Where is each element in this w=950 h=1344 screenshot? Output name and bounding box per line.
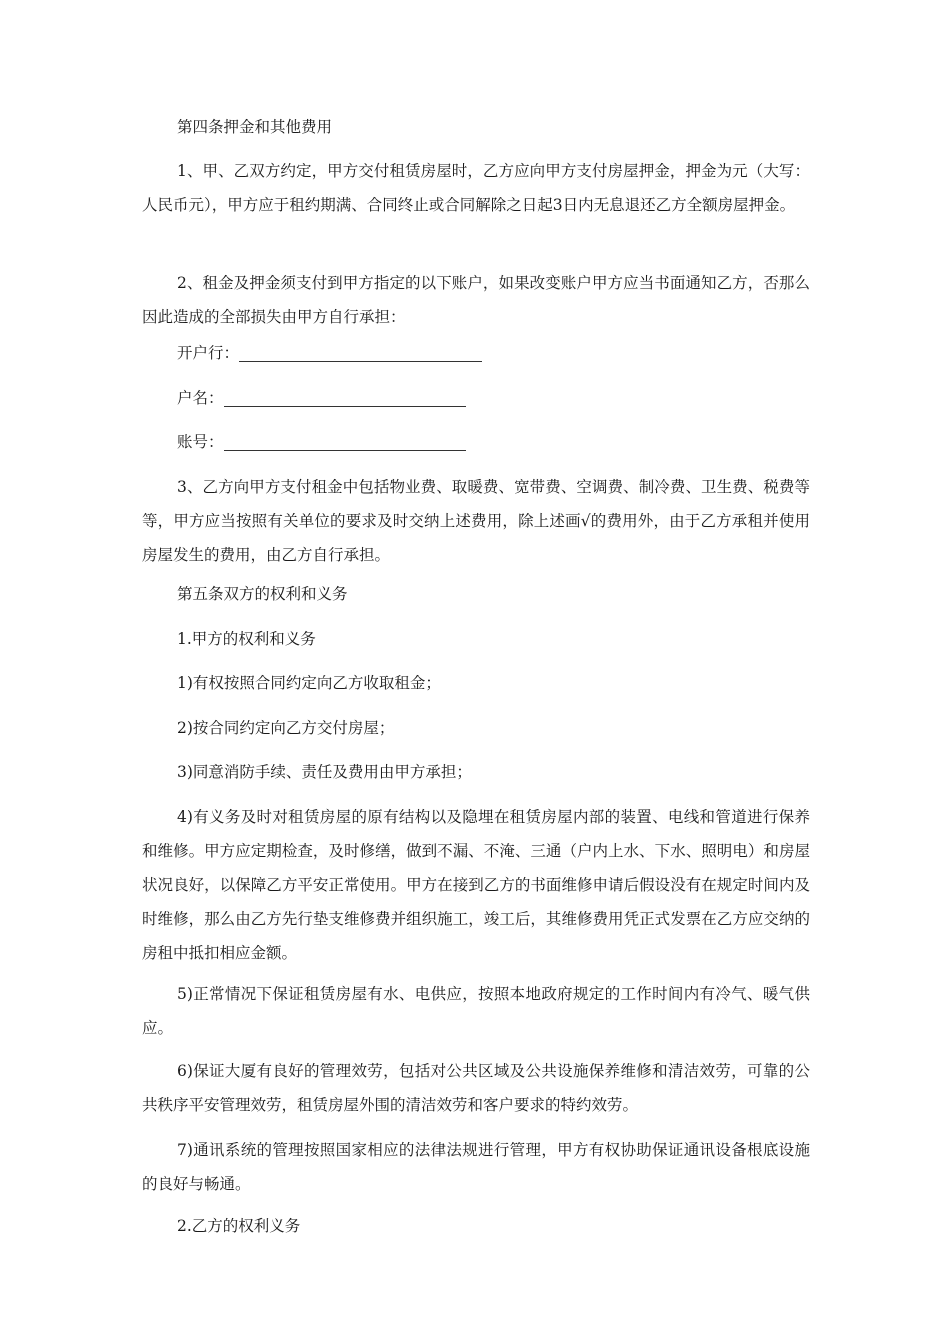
account-number-blank [224,432,466,451]
party-a-item-6: 6)保证大厦有良好的管理效劳，包括对公共区域及公共设施保养维修和清洁效劳，可靠的公共秩序平安管理效劳，租赁房屋外围的清洁效劳和客户要求的特约效劳。 [142,1062,810,1114]
article4-title: 第四条押金和其他费用 [177,118,333,136]
party-b-title: 2.乙方的权利义务 [177,1217,301,1235]
article4-paragraph-2: 2、租金及押金须支付到甲方指定的以下账户，如果改变账户甲方应当书面通知乙方，否那么因此造成的全部损失由甲方自行承担： [142,274,810,326]
bank-blank [239,343,482,362]
party-a-item-2: 2)按合同约定向乙方交付房屋； [177,719,395,737]
bank-label: 开户行： [177,344,240,362]
bank-field [142,336,482,370]
account-name-field [142,381,466,415]
account-number-field [142,425,466,459]
party-a-item-3: 3)同意消防手续、责任及费用由甲方承担； [177,763,472,781]
account-number-label: 账号： [177,433,224,451]
article4-paragraph-1: 1、甲、乙双方约定，甲方交付租赁房屋时，乙方应向甲方支付房屋押金，押金为元（大写：人民币元），甲方应于租约期满、合同终止或合同解除之日起3日内无息退还乙方全额房屋押金。 [142,162,810,214]
account-name-blank [224,388,466,407]
article4-paragraph-3: 3、乙方向甲方支付租金中包括物业费、取暖费、宽带费、空调费、制冷费、卫生费、税费等等，甲方应当按照有关单位的要求及时交纳上述费用，除上述画√的费用外，由于乙方承租并使用房屋发生的费用，由乙方自行承担。 [142,478,810,564]
party-a-item-5: 5)正常情况下保证租赁房屋有水、电供应，按照本地政府规定的工作时间内有冷气、暖气供应。 [142,985,810,1037]
party-a-item-4: 4)有义务及时对租赁房屋的原有结构以及隐埋在租赁房屋内部的装置、电线和管道进行保养和维修。甲方应定期检查，及时修缮，做到不漏、不淹、三通（户内上水、下水、照明电）和房屋状况良好，以保障乙方平安正常使用。甲方在接到乙方的书面维修申请后假设没有在规定时间内及时维修，那么由乙方先行垫支维修费并组织施工，竣工后，其维修费用凭正式发票在乙方应交纳的房租中抵扣相应金额。 [142,808,810,962]
party-a-item-7: 7)通讯系统的管理按照国家相应的法律法规进行管理，甲方有权协助保证通讯设备根底设施的良好与畅通。 [142,1141,810,1193]
article5-title: 第五条双方的权利和义务 [177,585,348,603]
party-a-title: 1.甲方的权利和义务 [177,630,316,648]
account-name-label: 户名： [177,389,224,407]
party-a-item-1: 1)有权按照合同约定向乙方收取租金； [177,674,441,692]
